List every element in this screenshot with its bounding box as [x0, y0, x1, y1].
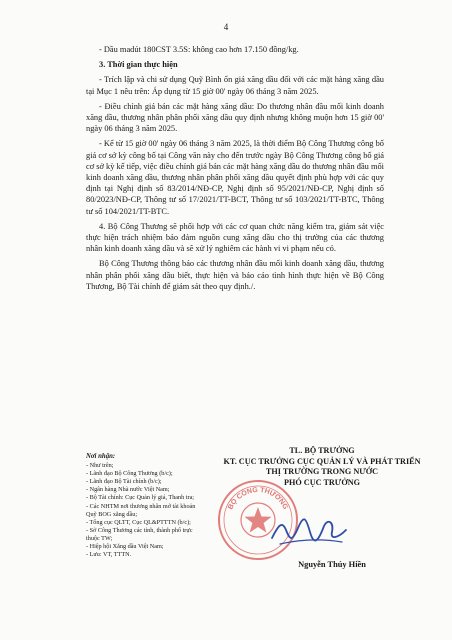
paragraph-price-adjustment: - Điều chỉnh giá bán các mặt hàng xăng dầu: Do thương nhân đầu mối kinh doanh xăng dầu, thương nhân phân phối xăng dầu quy định nhưng không muộn hơn 15 giờ 00' ngày 06 tháng 3 năm 2025. [86, 101, 384, 134]
recipient-item: - Lãnh đạo Bộ Tài chính (b/c); [86, 478, 162, 486]
section-heading-timing: 3. Thời gian thực hiện [99, 60, 178, 70]
paragraph-notification: Bộ Công Thương thông báo các thương nhân đầu mối kinh doanh xăng dầu, thương nhân phân phối xăng dầu biết, thực hiện và báo cáo tình hình thực hiện về Bộ Công Thương, Bộ Tài chính để giám sát theo quy định./. [86, 259, 384, 291]
paragraph-fuel-oil-price: - Dầu madút 180CST 3.5S: không cao hơn 17.150 đồng/kg. [99, 45, 299, 54]
signature-line-3: THỊ TRƯỜNG TRONG NƯỚC [265, 467, 379, 477]
paragraph-fund-application: - Trích lập và chi sử dụng Quỹ Bình ổn giá xăng dầu đối với các mặt hàng xăng dầu tại Mục 1 nêu trên: Áp dụng từ 15 giờ 00' ngày 06 tháng 3 năm 2025. [86, 75, 384, 96]
recipient-item: - Các NHTM nơi thương nhân mở tài khoản Quỹ BOG xăng dầu; [86, 502, 196, 518]
svg-text:BỘ CÔNG THƯƠNG: BỘ CÔNG THƯƠNG [227, 486, 289, 511]
document-body [86, 44, 384, 292]
recipient-item: - Tổng cục QLTT, Cục QL&PTTTN (b/c); [86, 518, 191, 526]
recipient-item: - Như trên; [86, 462, 114, 470]
signature-line-4: PHÓ CỤC TRƯỞNG [284, 477, 360, 487]
recipient-item: - Hiệp hội Xăng dầu Việt Nam; [86, 543, 164, 551]
recipient-item: - Sở Công Thương các tỉnh, thành phố trực thuộc TW; [86, 526, 193, 542]
recipient-item: - Lưu: VT, TTTN. [86, 551, 132, 559]
recipient-item: - Bộ Tài chính: Cục Quản lý giá, Thanh tra; [86, 494, 195, 502]
signature-line-1: TL. BỘ TRƯỞNG [289, 446, 355, 455]
signer-name: Nguyễn Thúy Hiền [298, 560, 366, 569]
paragraph-inspection: 4. Bộ Công Thương sẽ phối hợp với các cơ quan chức năng kiểm tra, giám sát việc thực hiện trách nhiệm bảo đảm nguồn cung xăng dầu cho thị trường của các thương nhân kinh doanh xăng dầu và sẽ xử lý nghiêm các hành vi vi phạm nếu có. [86, 221, 384, 254]
recipients-heading: Nơi nhận: [86, 453, 116, 460]
handwritten-signature-icon [268, 508, 350, 554]
recipients-list [86, 453, 206, 559]
signature-line-2: KT. CỤC TRƯỞNG CỤC QUẢN LÝ VÀ PHÁT TRIỂN [223, 456, 421, 466]
page-number: 4 [223, 22, 229, 32]
recipient-item: - Ngân hàng Nhà nước Việt Nam; [86, 486, 170, 494]
paragraph-effective-period: - Kể từ 15 giờ 00' ngày 06 tháng 3 năm 2025, là thời điểm Bộ Công Thương công bố giá cơ sở kỳ công bố tại Công văn này cho đến trước ngày Bộ Công Thương công bố giá cơ sở kỳ kế tiếp, việc điều chỉnh giá bán các mặt hàng xăng dầu do thương nhân đầu mối kinh doanh xăng dầu, thương nhân phân phối xăng dầu quyết định phù hợp với các quy định tại Nghị định số 83/2014/NĐ-CP, Nghị định số 95/2021/NĐ-CP, Nghị định số 80/2023/NĐ-CP, Thông tư số 17/2021/TT-BCT, Thông tư số 103/2021/TT-BTC, Thông tư số 104/2021/TT-BTC. [86, 139, 384, 216]
recipient-item: - Lãnh đạo Bộ Công Thương (b/c); [86, 470, 173, 478]
